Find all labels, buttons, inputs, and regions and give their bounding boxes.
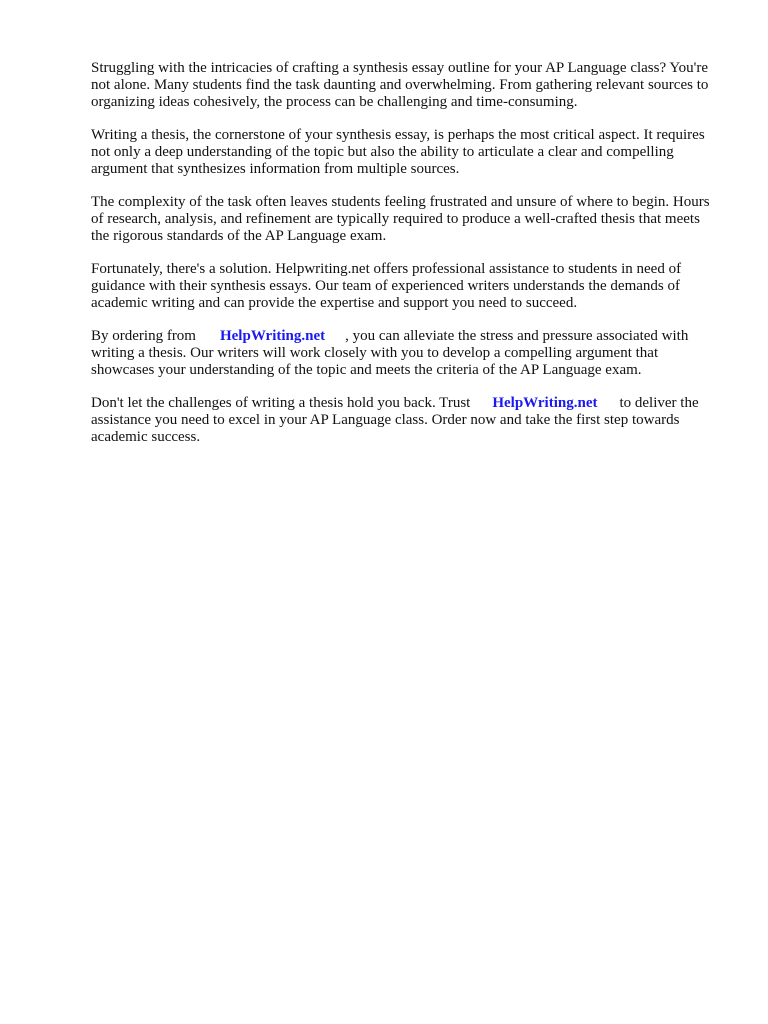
paragraph-complexity: The complexity of the task often leaves students feeling frustrated and unsure of where to begin. Hours of research, analysis, and refinement are typically required to produce a well-crafted thesis that meets the rigorous standards of the AP Language exam. [91,194,710,244]
paragraph-solution: Fortunately, there's a solution. Helpwriting.net offers professional assistance to students in need of guidance with their synthesis essays. Our team of experienced writers understands the demands of academic writing and can provide the expertise and support you need to succeed. [91,261,682,311]
paragraph-thesis: Writing a thesis, the cornerstone of your synthesis essay, is perhaps the most critical aspect. It requires not only a deep understanding of the topic but also the ability to articulate a clear and compelling argument that synthesizes information from multiple sources. [91,127,705,177]
paragraph-closing-lead: Don't let the challenges of writing a thesis hold you back. Trust [91,395,471,411]
paragraph-ordering-rest: , you can alleviate the stress and pressure associated with writing a thesis. Our writers will work closely with you to develop a compelling argument that showcases your understanding of the topic and meets the criteria of the AP Language exam. [91,328,689,378]
document-body [91,60,721,462]
paragraph-intro: Struggling with the intricacies of crafting a synthesis essay outline for your AP Language class? You're not alone. Many students find the task daunting and overwhelming. From gathering relevant sources to organizing ideas cohesively, the process can be challenging and time-consuming. [91,60,709,110]
helpwriting-link-2[interactable]: HelpWriting.net [492,395,598,411]
paragraph-closing-rest: to deliver the assistance you need to excel in your AP Language class. Order now and take the first step towards academic success. [91,395,699,445]
paragraph-ordering-lead: By ordering from [91,328,196,344]
helpwriting-link[interactable]: HelpWriting.net [219,328,326,344]
paragraph-closing [91,395,721,446]
paragraph-ordering [91,328,721,379]
